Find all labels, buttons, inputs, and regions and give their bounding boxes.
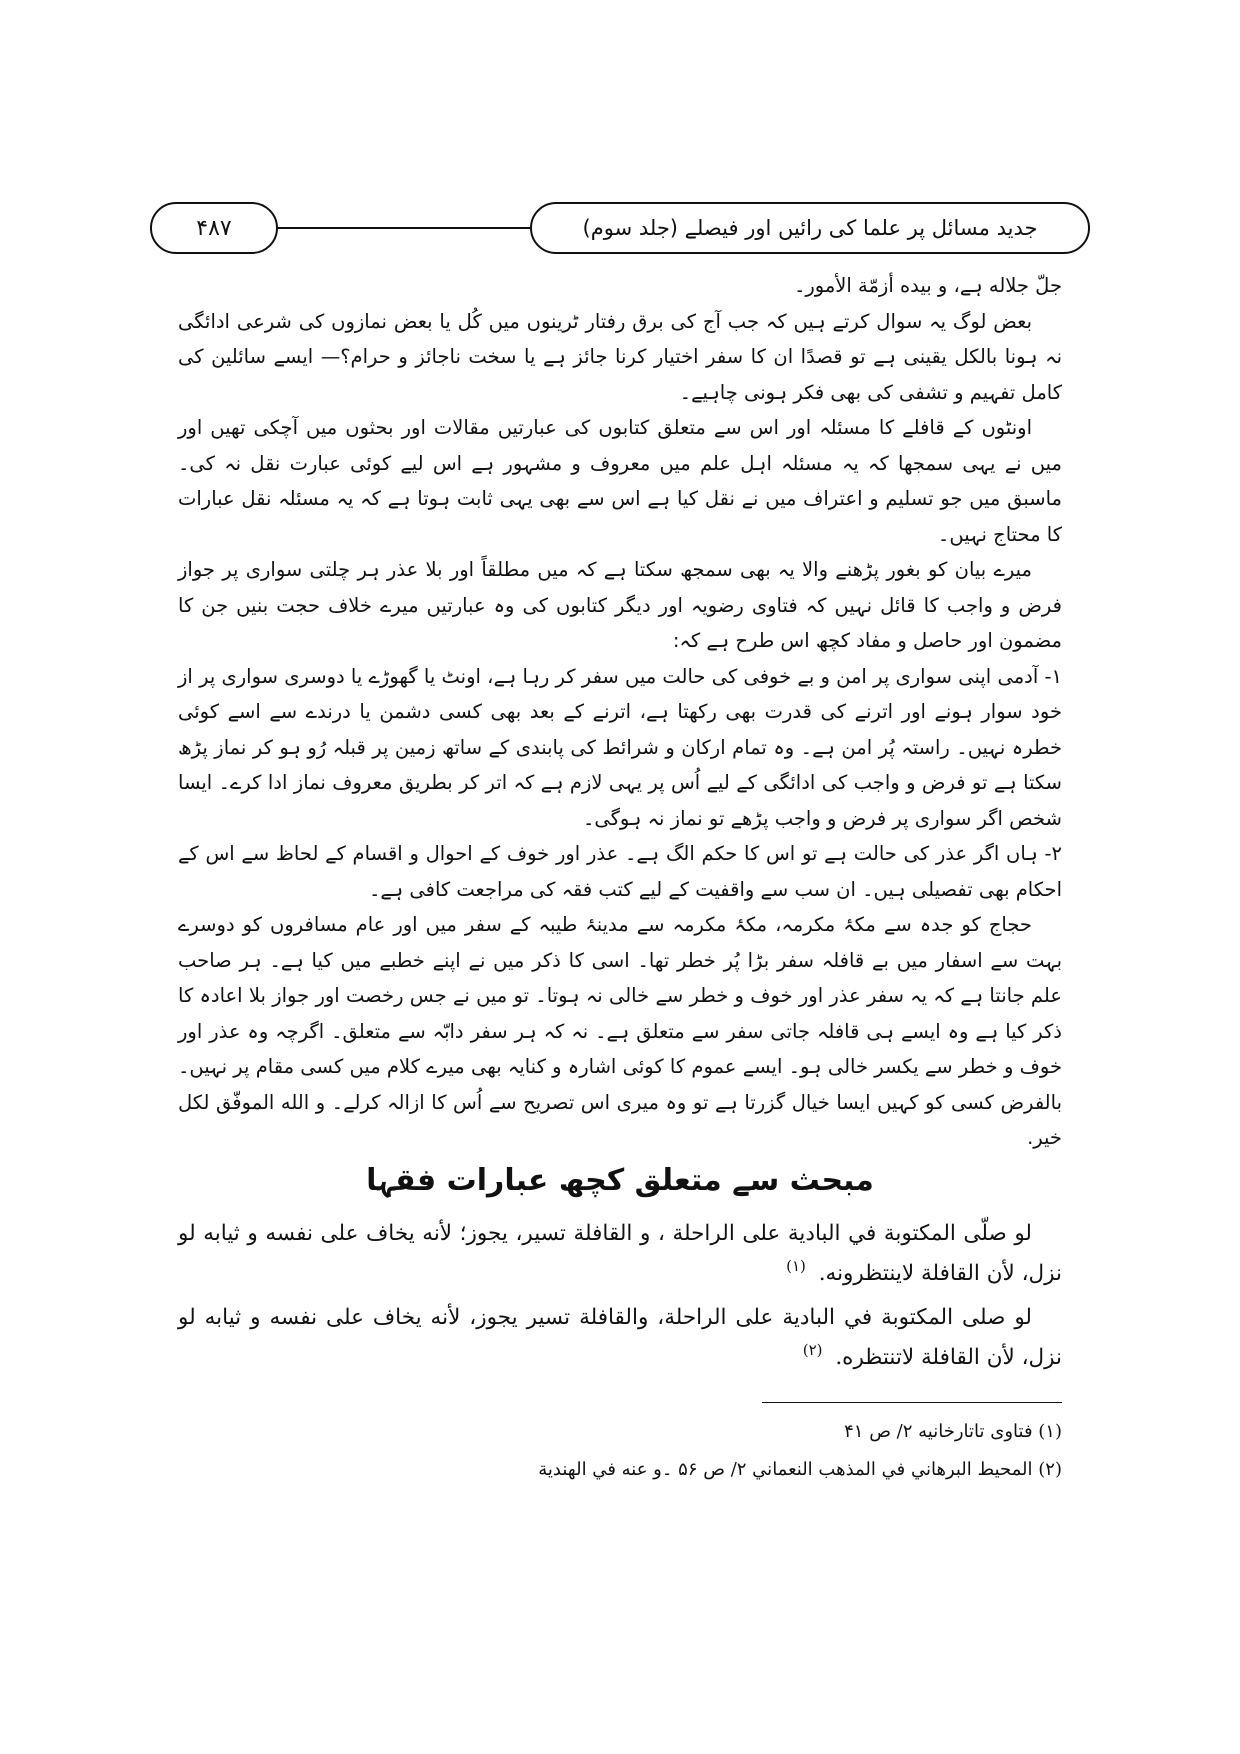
paragraph: حجاج کو جدہ سے مکۂ مکرمہ، مکۂ مکرمہ سے مدینۂ طیبہ کے سفر میں اور عام مسافروں کو دوسرے بہت سے اسفار میں بے قافلہ سفر بڑا پُر خطر تھا۔ اسی کا ذکر میں نے اپنے خطبے میں کیا ہے۔ ہر صاحب علم جانتا ہے کہ یہ سفر عذر اور خوف و خطر سے خالی نہ ہوتا۔ تو میں نے جس رخصت اور جواز بلا اعادہ کا ذکر کیا ہے وہ ایسے ہی قافلہ جاتی سفر سے متعلق ہے۔ نہ کہ ہر سفر دابّہ سے متعلق۔ اگرچہ وہ عذر اور خوف و خطر سے یکسر خالی ہو۔ ایسے عموم کا کوئی اشارہ و کنایہ بھی میرے کلام میں کسی مقام پر نہیں۔ بالفرض کسی کو کہیں ایسا خیال گزرتا ہے تو وہ میری اس تصریح سے اُس کا ازالہ کرلے۔ و الله الموفّق لکل خیر. — [178, 913, 1062, 1149]
footnote-ref-2: (۲) — [802, 1341, 823, 1360]
quote-text: لو صلّى المكتوبة في البادية على الراحلة ، و القافلة تسير، يجوز؛ لأنه يخاف على نفسه و ثيابه لو نزل، لأن القافلة لاينتظرونه. — [178, 1220, 1062, 1286]
page-number: ۴۸۷ — [196, 215, 232, 241]
paragraph: میرے بیان کو بغور پڑھنے والا یہ بھی سمجھ سکتا ہے کہ میں مطلقاً اور بلا عذر ہر چلتی سواری پر جواز فرض و واجب کا قائل نہیں کہ فتاوی رضویہ اور دیگر کتابوں کی وہ عبارتیں میرے خلاف حجت بنیں جن کا مضمون اور حاصل و مفاد کچھ اس طرح ہے کہ: — [178, 558, 1062, 652]
page-header — [150, 202, 1090, 260]
section-heading: مبحث سے متعلق کچھ عبارات فقہا — [366, 1162, 874, 1198]
running-title: جدید مسائل پر علما کی رائیں اور فیصلے (جلد سوم) — [582, 216, 1038, 240]
footnote-1: (۱) فتاوی تاتارخانیه ۲/ ص ۴۱ — [844, 1420, 1062, 1442]
header-rule — [278, 227, 530, 229]
arabic-quote-1 — [178, 1214, 1062, 1294]
running-title-box — [530, 202, 1090, 254]
paragraph: اونٹوں کے قافلے کا مسئلہ اور اس سے متعلق کتابوں کی عبارتیں مقالات اور بحثوں میں آچکی تھیں اور میں نے یہی سمجھا کہ یہ مسئلہ اہل علم میں معروف و مشہور ہے اس لیے کوئی عبارت نقل نہ کی۔ ماسبق میں جو تسلیم و اعتراف میں نے نقل کیا ہے اس سے بھی یہی ثابت ہوتا ہے کہ یہ مسئلہ نقل عبارات کا محتاج نہیں۔ — [178, 416, 1062, 546]
footnote-2: (۲) المحيط البرهاني في المذهب النعماني ۲/ ص ۵۶ ۔و عنه في الهندية — [538, 1458, 1062, 1480]
quote-text: لو صلى المكتوبة في البادية على الراحلة، والقافلة تسير يجوز، لأنه يخاف على نفسه و ثيابه لو نزل، لأن القافلة لاتنتظره. — [178, 1304, 1062, 1370]
paragraph: جلّ جلاله ہے، و بیده أزمّة الأمور۔ — [793, 274, 1062, 297]
paragraph: بعض لوگ یہ سوال کرتے ہیں کہ جب آج کی برق رفتار ٹرینوں میں کُل یا بعض نمازوں کی شرعی ادائگی نہ ہونا بالکل یقینی ہے تو قصدًا ان کا سفر اختیار کرنا جائز ہے یا سخت ناجائز و حرام؟— ایسے سائلین کی کامل تفہیم و تشفی کی بھی فکر ہونی چاہیے۔ — [178, 309, 1062, 404]
numbered-point-1: ۱- آدمی اپنی سواری پر امن و بے خوفی کی حالت میں سفر کر رہا ہے، اونٹ یا گھوڑے یا دوسری سواری پر از خود سوار ہونے اور اترنے کی قدرت بھی رکھتا ہے، اترنے کے بعد بھی کسی دشمن یا درندے سے اسے کوئی خطرہ نہیں۔ راستہ پُر امن ہے۔ وہ تمام ارکان و شرائط کی پابندی کے ساتھ زمین پر قبلہ رُو ہو کر نماز پڑھ سکتا ہے تو فرض و واجب کی ادائگی کے لیے اُس پر یہی لازم ہے کہ اتر کر بطریق معروف نماز ادا کرے۔ ایسا شخص اگر سواری پر فرض و واجب پڑھے تو نماز نہ ہوگی۔ — [178, 664, 1062, 830]
arabic-quote-2 — [178, 1298, 1062, 1378]
footnote-divider — [762, 1402, 1062, 1403]
footnote-ref-1: (۱) — [786, 1257, 806, 1276]
page-number-box — [150, 202, 278, 254]
page-body — [178, 268, 1062, 1489]
numbered-point-2: ۲- ہاں اگر عذر کی حالت ہے تو اس کا حکم الگ ہے۔ عذر اور خوف کے احوال و اقسام کے لحاظ سے اس کے احکام بھی تفصیلی ہیں۔ ان سب سے واقفیت کے لیے کتب فقہ کی مراجعت کافی ہے۔ — [178, 842, 1062, 901]
